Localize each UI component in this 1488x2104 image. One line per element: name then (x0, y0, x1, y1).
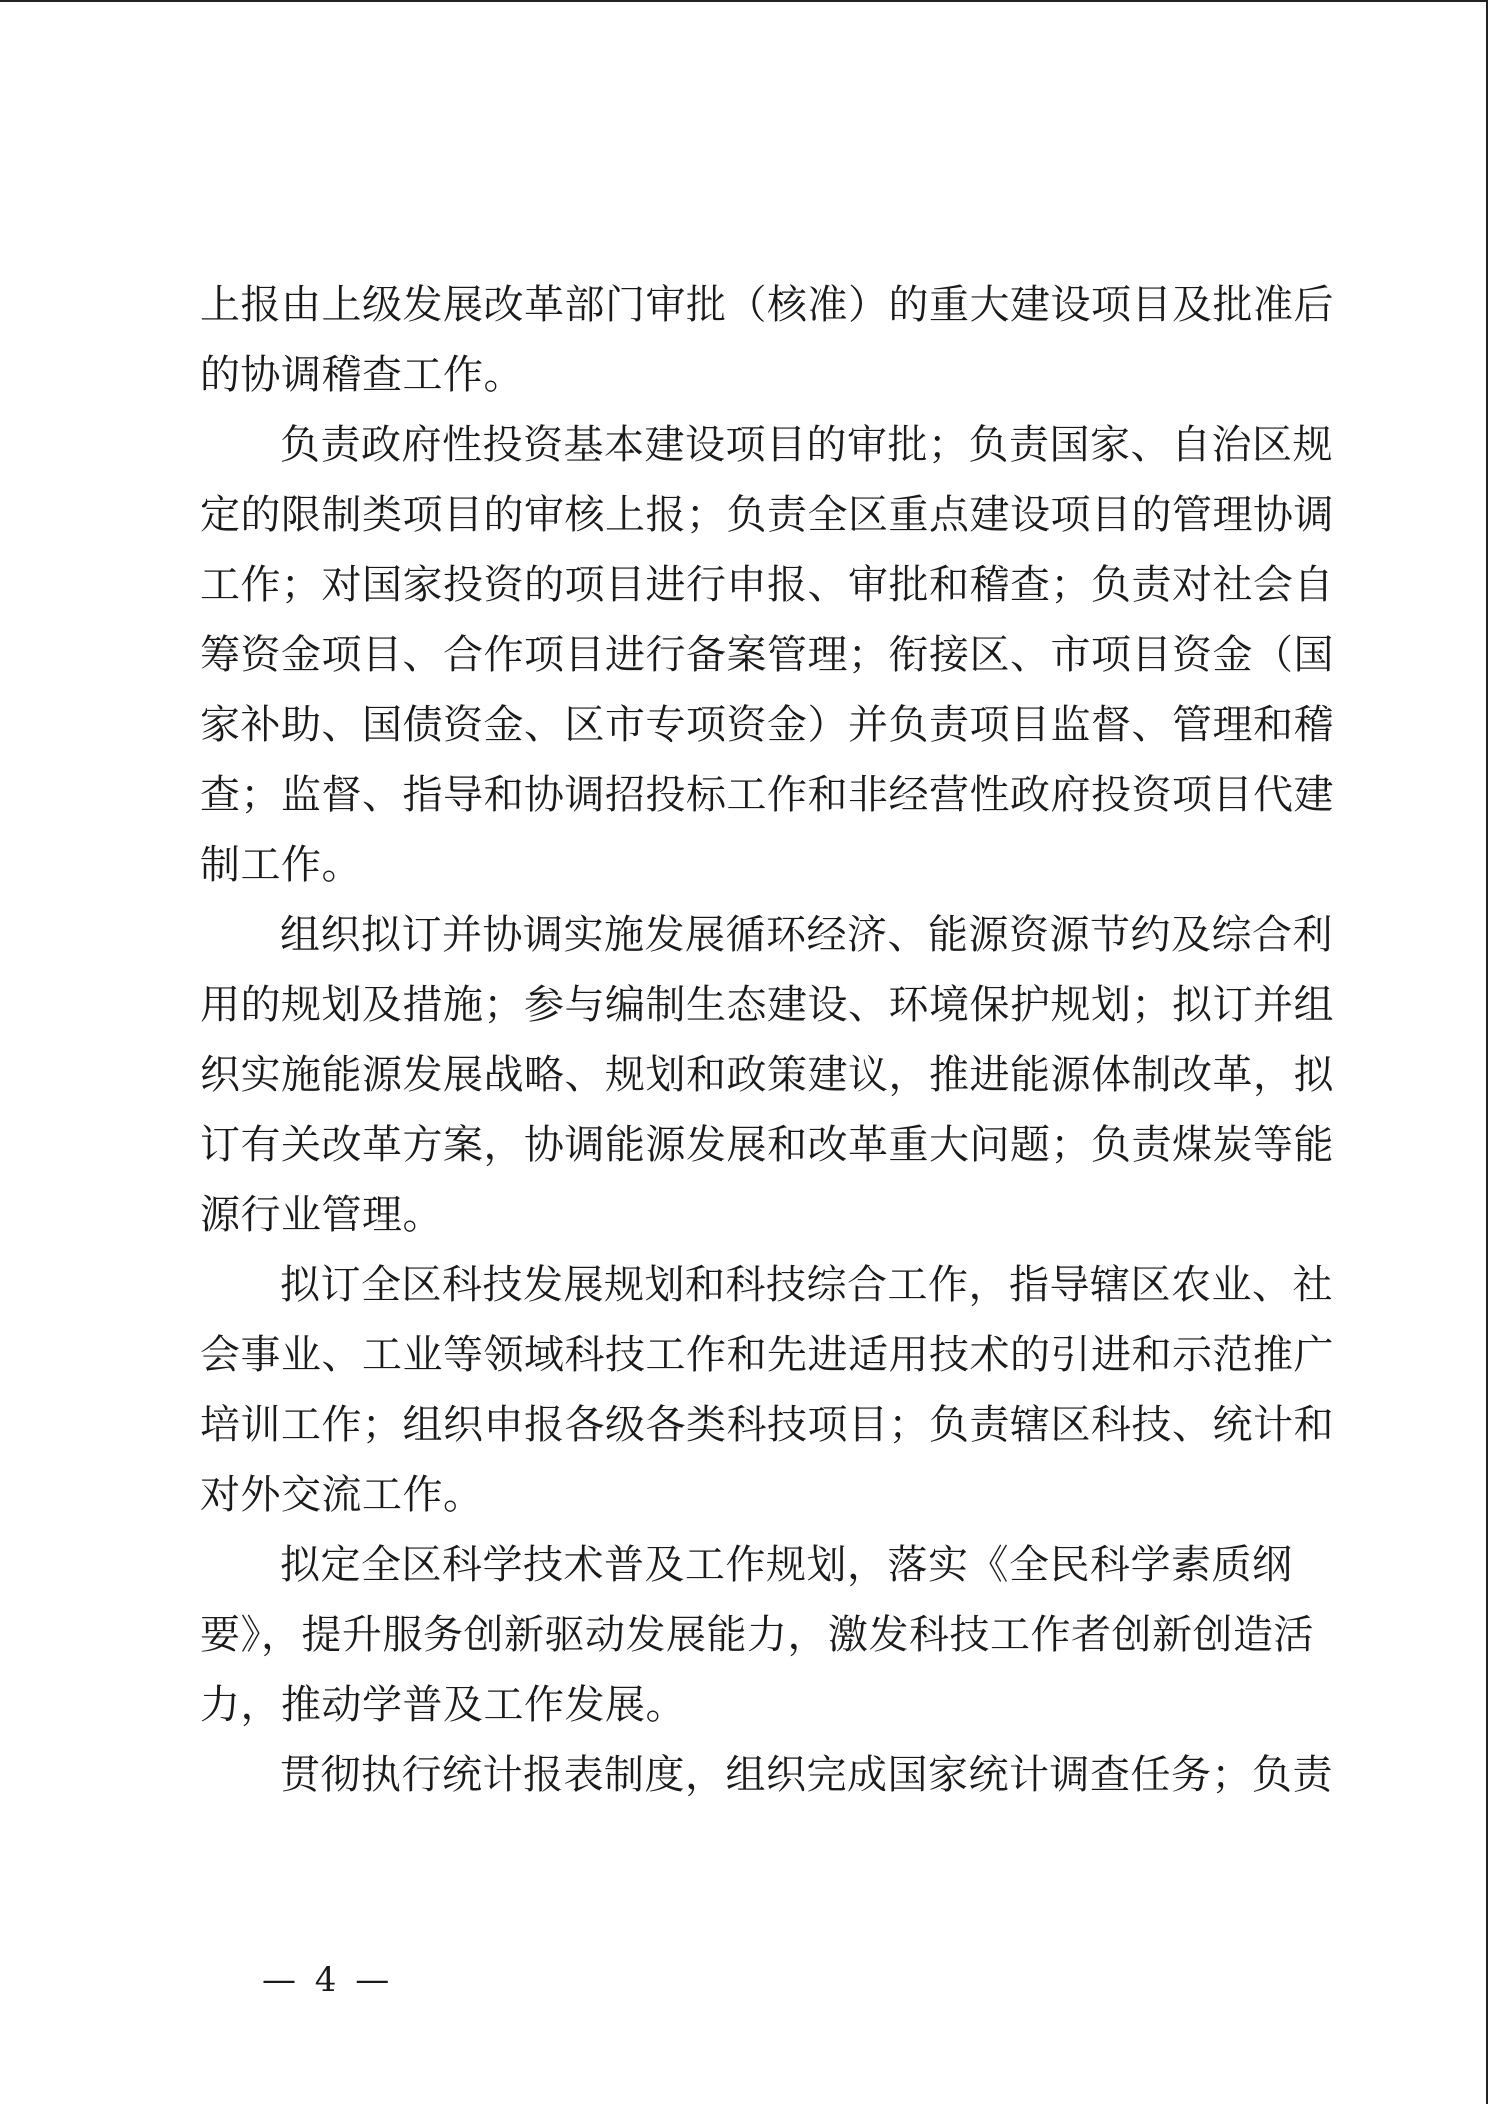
document-body (200, 270, 1334, 1810)
text-line: 要》，提升服务创新驱动发展能力，激发科技工作者创新创造活 (200, 1612, 1314, 1658)
paragraph (200, 1530, 1314, 1740)
text-line: 上报由上级发展改革部门审批（核准）的重大建设项目及批准后 (200, 282, 1334, 328)
text-line: 定的限制类项目的审核上报；负责全区重点建设项目的管理协调 (200, 492, 1334, 538)
paragraph (200, 1250, 1334, 1530)
text-line: 织实施能源发展战略、规划和政策建议，推进能源体制改革，拟 (200, 1052, 1334, 1098)
text-line: 组织拟订并协调实施发展循环经济、能源资源节约及综合利 (280, 912, 1333, 958)
text-line: 的协调稽查工作。 (200, 352, 524, 398)
text-line: 负责政府性投资基本建设项目的审批；负责国家、自治区规 (280, 422, 1333, 468)
paragraph (200, 900, 1334, 1250)
paragraph (200, 270, 1334, 410)
text-line: 制工作。 (200, 842, 362, 888)
text-line: 贯彻执行统计报表制度，组织完成国家统计调查任务；负责 (280, 1752, 1333, 1798)
paragraph (200, 410, 1334, 900)
text-line: 查；监督、指导和协调招投标工作和非经营性政府投资项目代建 (200, 772, 1334, 818)
text-line: 会事业、工业等领域科技工作和先进适用技术的引进和示范推广 (200, 1332, 1334, 1378)
text-line: 拟订全区科技发展规划和科技综合工作，指导辖区农业、社 (280, 1262, 1333, 1308)
text-line: 培训工作；组织申报各级各类科技项目；负责辖区科技、统计和 (200, 1402, 1334, 1448)
text-line: 力，推动学普及工作发展。 (200, 1682, 686, 1728)
text-line: 对外交流工作。 (200, 1472, 484, 1518)
text-line: 源行业管理。 (200, 1192, 443, 1238)
paragraph (200, 1740, 1333, 1810)
page-number: — 4 — (262, 1960, 394, 2000)
text-line: 工作；对国家投资的项目进行申报、审批和稽查；负责对社会自 (200, 562, 1334, 608)
text-line: 用的规划及措施；参与编制生态建设、环境保护规划；拟订并组 (200, 982, 1334, 1028)
text-line: 拟定全区科学技术普及工作规划，落实《全民科学素质纲 (280, 1542, 1293, 1588)
text-line: 家补助、国债资金、区市专项资金）并负责项目监督、管理和稽 (200, 702, 1334, 748)
text-line: 筹资金项目、合作项目进行备案管理；衔接区、市项目资金（国 (200, 632, 1334, 678)
text-line: 订有关改革方案，协调能源发展和改革重大问题；负责煤炭等能 (200, 1122, 1334, 1168)
page-border-top (0, 0, 1488, 2)
